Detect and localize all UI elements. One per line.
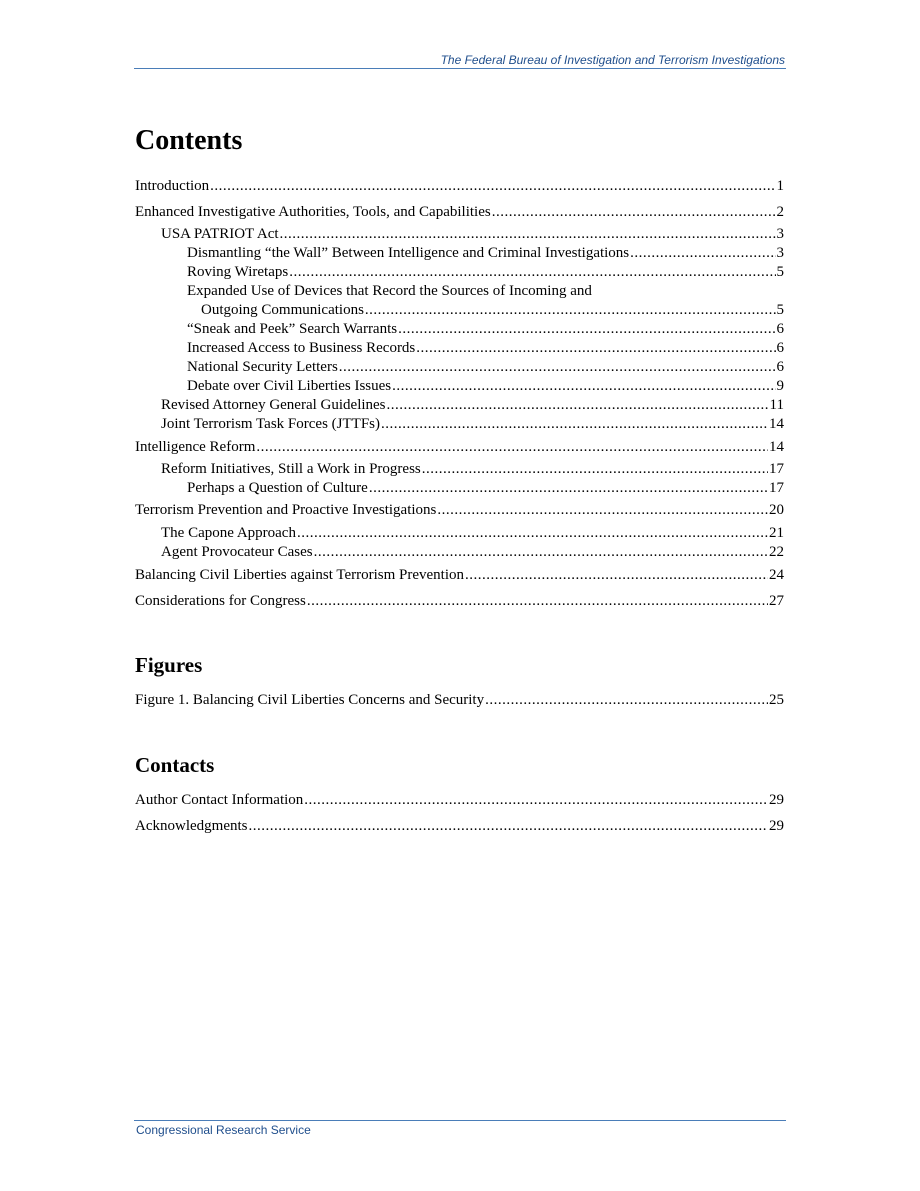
toc-entry-nsl[interactable]: [135, 358, 784, 377]
dot-leader: [297, 524, 768, 543]
dot-leader: [248, 817, 768, 836]
toc-entry-page: 5: [776, 264, 784, 280]
toc-entry-civil-liberties-debate[interactable]: [135, 377, 784, 396]
toc-entry-page: 14: [769, 416, 784, 432]
toc-entry-expanded-devices[interactable]: [135, 301, 784, 320]
dot-leader: [437, 501, 768, 520]
toc-entry-title: “Sneak and Peek” Search Warrants: [187, 321, 398, 337]
dot-leader: [422, 460, 768, 479]
toc-entry-title: Considerations for Congress: [135, 593, 306, 609]
toc-entry-page: 17: [769, 480, 784, 496]
figure-entry-1[interactable]: [135, 691, 784, 710]
toc-entry-expanded-devices-line1[interactable]: Expanded Use of Devices that Record the Sources of Incoming and: [187, 283, 592, 299]
toc-entry-title: Acknowledgments: [135, 818, 248, 834]
dot-leader: [630, 244, 775, 263]
dot-leader: [465, 566, 768, 585]
toc-entry-page: 9: [776, 378, 784, 394]
footer-rule: [134, 1120, 786, 1121]
toc-entry-title: National Security Letters: [187, 359, 338, 375]
toc-entry-patriot-act[interactable]: [135, 225, 784, 244]
toc-entry-page: 29: [769, 818, 784, 834]
toc-entry-page: 6: [776, 359, 784, 375]
toc-entry-terrorism-prevention[interactable]: [135, 501, 784, 520]
toc-entry-ag-guidelines[interactable]: [135, 396, 784, 415]
toc-entry-question-of-culture[interactable]: [135, 479, 784, 498]
toc-entry-title: Terrorism Prevention and Proactive Investigations: [135, 502, 437, 518]
toc-entry-page: 25: [769, 692, 784, 708]
dot-leader: [304, 791, 768, 810]
running-footer: Congressional Research Service: [136, 1123, 311, 1137]
toc-entry-jttfs[interactable]: [135, 415, 784, 434]
toc-entry-page: 17: [769, 461, 784, 477]
running-header: The Federal Bureau of Investigation and Terrorism Investigations: [440, 53, 785, 67]
toc-entry-title: Agent Provocateur Cases: [161, 544, 313, 560]
toc-entry-page: 14: [769, 439, 784, 455]
dot-leader: [369, 479, 768, 498]
toc-entry-roving-wiretaps[interactable]: [135, 263, 784, 282]
toc-entry-enhanced-authorities[interactable]: [135, 203, 784, 222]
toc-entry-page: 3: [776, 226, 784, 242]
header-rule: [134, 68, 786, 69]
toc-entry-balancing-civil-liberties[interactable]: [135, 566, 784, 585]
toc-entry-title: Debate over Civil Liberties Issues: [187, 378, 392, 394]
toc-entry-title: Reform Initiatives, Still a Work in Progress: [161, 461, 421, 477]
toc-entry-title: Author Contact Information: [135, 792, 304, 808]
toc-entry-title: Perhaps a Question of Culture: [187, 480, 368, 496]
toc-entry-agent-provocateur[interactable]: [135, 543, 784, 562]
toc-entry-page: 3: [776, 245, 784, 261]
toc-entry-page: 22: [769, 544, 784, 560]
dot-leader: [256, 438, 768, 457]
toc-entry-page: 27: [769, 593, 784, 609]
toc-entry-intelligence-reform[interactable]: [135, 438, 784, 457]
toc-entry-page: 29: [769, 792, 784, 808]
toc-entry-page: 5: [776, 302, 784, 318]
contacts-heading: Contacts: [135, 753, 215, 777]
toc-entry-title: USA PATRIOT Act: [161, 226, 279, 242]
dot-leader: [485, 691, 768, 710]
toc-entry-page: 6: [776, 321, 784, 337]
toc-entry-title: Figure 1. Balancing Civil Liberties Concerns and Security: [135, 692, 485, 708]
dot-leader: [392, 377, 775, 396]
dot-leader: [381, 415, 768, 434]
toc-entry-sneak-peek[interactable]: [135, 320, 784, 339]
contents-heading: Contents: [135, 125, 243, 156]
toc-entry-page: 11: [769, 397, 784, 413]
contact-entry-acknowledgments[interactable]: [135, 817, 784, 836]
toc-entry-dismantling-wall[interactable]: [135, 244, 784, 263]
toc-entry-title: Revised Attorney General Guidelines: [161, 397, 386, 413]
toc-entry-title: Intelligence Reform: [135, 439, 256, 455]
toc-entry-page: 21: [769, 525, 784, 541]
figures-heading: Figures: [135, 653, 203, 677]
dot-leader: [307, 592, 768, 611]
toc-entry-capone-approach[interactable]: [135, 524, 784, 543]
toc-entry-considerations-congress[interactable]: [135, 592, 784, 611]
toc-entry-title: Dismantling “the Wall” Between Intelligence and Criminal Investigations: [187, 245, 630, 261]
toc-entry-page: 1: [776, 178, 784, 194]
contact-entry-author[interactable]: [135, 791, 784, 810]
toc-entry-title: Introduction: [135, 178, 210, 194]
toc-entry-page: 6: [776, 340, 784, 356]
dot-leader: [289, 263, 775, 282]
dot-leader: [314, 543, 768, 562]
toc-entry-reform-initiatives[interactable]: [135, 460, 784, 479]
dot-leader: [492, 203, 776, 222]
toc-entry-title: Roving Wiretaps: [187, 264, 289, 280]
toc-entry-page: 24: [769, 567, 784, 583]
dot-leader: [210, 177, 775, 196]
dot-leader: [387, 396, 769, 415]
dot-leader: [339, 358, 776, 377]
toc-entry-title: The Capone Approach: [161, 525, 296, 541]
toc-entry-introduction[interactable]: [135, 177, 784, 196]
dot-leader: [280, 225, 776, 244]
toc-entry-title: Outgoing Communications: [201, 302, 364, 318]
dot-leader: [398, 320, 775, 339]
toc-entry-title: Joint Terrorism Task Forces (JTTFs): [161, 416, 380, 432]
dot-leader: [365, 301, 776, 320]
toc-entry-title: Increased Access to Business Records: [187, 340, 416, 356]
toc-entry-business-records[interactable]: [135, 339, 784, 358]
dot-leader: [416, 339, 775, 358]
toc-entry-page: 20: [769, 502, 784, 518]
toc-entry-page: 2: [776, 204, 784, 220]
toc-entry-title: Enhanced Investigative Authorities, Tools, and Capabilities: [135, 204, 491, 220]
toc-entry-title: Balancing Civil Liberties against Terrorism Prevention: [135, 567, 465, 583]
